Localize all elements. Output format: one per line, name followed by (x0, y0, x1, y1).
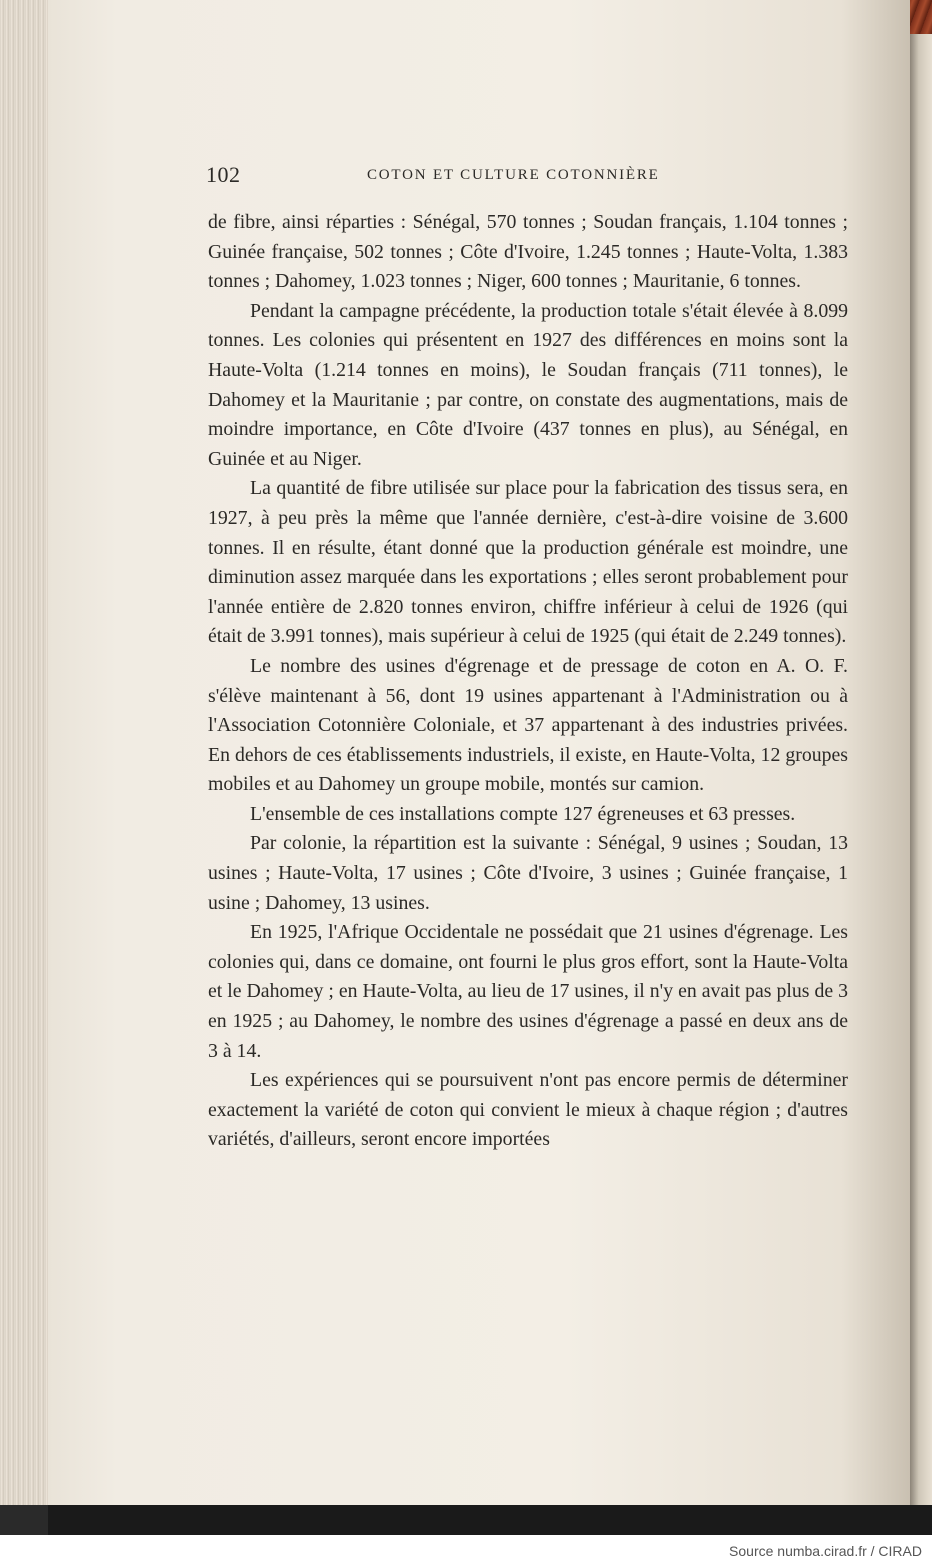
page-number: 102 (206, 162, 241, 187)
book-gutter-edge (910, 34, 932, 1505)
source-caption: Source numba.cirad.fr / CIRAD (729, 1543, 922, 1559)
paragraph: La quantité de fibre utilisée sur place pour la fabrication des tissus sera, en 1927, à peu près la même que l'année dernière, c'est-à-dire voisine de 3.600 tonnes. Il en résulte, étant donné que la production générale est moindre, une diminution assez marquée dans les exportations ; elles seront probablement pour l'année entière de 2.820 tonnes environ, chiffre inférieur à celui de 1926 (qui était de 3.991 tonnes), mais supérieur à celui de 1925 (qui était de 2.249 tonnes). (208, 477, 848, 648)
paragraph: Pendant la campagne précédente, la production totale s'était élevée à 8.099 tonnes. Les colonies qui présentent en 1927 des différences en moins sont la Haute-Volta (1.214 tonnes en moins), le Soudan français (711 tonnes), le Dahomey et la Mauritanie ; par contre, on constate des augmentations, mais de moindre importance, en Côte d'Ivoire (437 tonnes en plus), au Sénégal, en Guinée et au Niger. (208, 299, 848, 470)
running-head (200, 158, 700, 188)
paragraph: L'ensemble de ces installations compte 127 égreneuses et 63 presses. (250, 802, 796, 825)
paragraph: Le nombre des usines d'égrenage et de pressage de coton en A. O. F. s'élève maintenant à 56, dont 19 usines appartenant à l'Administration ou à l'Association Cotonnière Coloniale, et 37 appartenant à des industries privées. En dehors de ces établissements industriels, il existe, en Haute-Volta, 12 groupes mobiles et au Dahomey un groupe mobile, montés sur camion. (208, 654, 848, 796)
paragraph: de fibre, ainsi réparties : Sénégal, 570 tonnes ; Soudan français, 1.104 tonnes ; Guinée française, 502 tonnes ; Côte d'Ivoire, 1.245 tonnes ; Haute-Volta, 1.383 tonnes ; Dahomey, 1.023 tonnes ; Niger, 600 tonnes ; Mauritanie, 6 tonnes. (208, 211, 848, 293)
body-text (208, 208, 848, 1155)
paragraph: Par colonie, la répartition est la suivante : Sénégal, 9 usines ; Soudan, 13 usines ; Haute-Volta, 17 usines ; Côte d'Ivoire, 3 usines ; Guinée française, 1 usine ; Dahomey, 13 usines. (208, 832, 848, 914)
paragraph: Les expériences qui se poursuivent n'ont pas encore permis de déterminer exactement la variété de coton qui convient le mieux à chaque région ; d'autres variétés, d'ailleurs, seront encore importées (208, 1069, 848, 1151)
book-page-edges (0, 0, 48, 1535)
paragraph: En 1925, l'Afrique Occidentale ne possédait que 21 usines d'égrenage. Les colonies qui, dans ce domaine, ont fourni le plus gros effort, sont la Haute-Volta et le Dahomey ; en Haute-Volta, au lieu de 17 usines, il n'y en avait pas plus de 3 en 1925 ; au Dahomey, le nombre des usines d'égrenage a passé en deux ans de 3 à 14. (208, 921, 848, 1062)
running-title: COTON ET CULTURE COTONNIÈRE (367, 167, 660, 183)
